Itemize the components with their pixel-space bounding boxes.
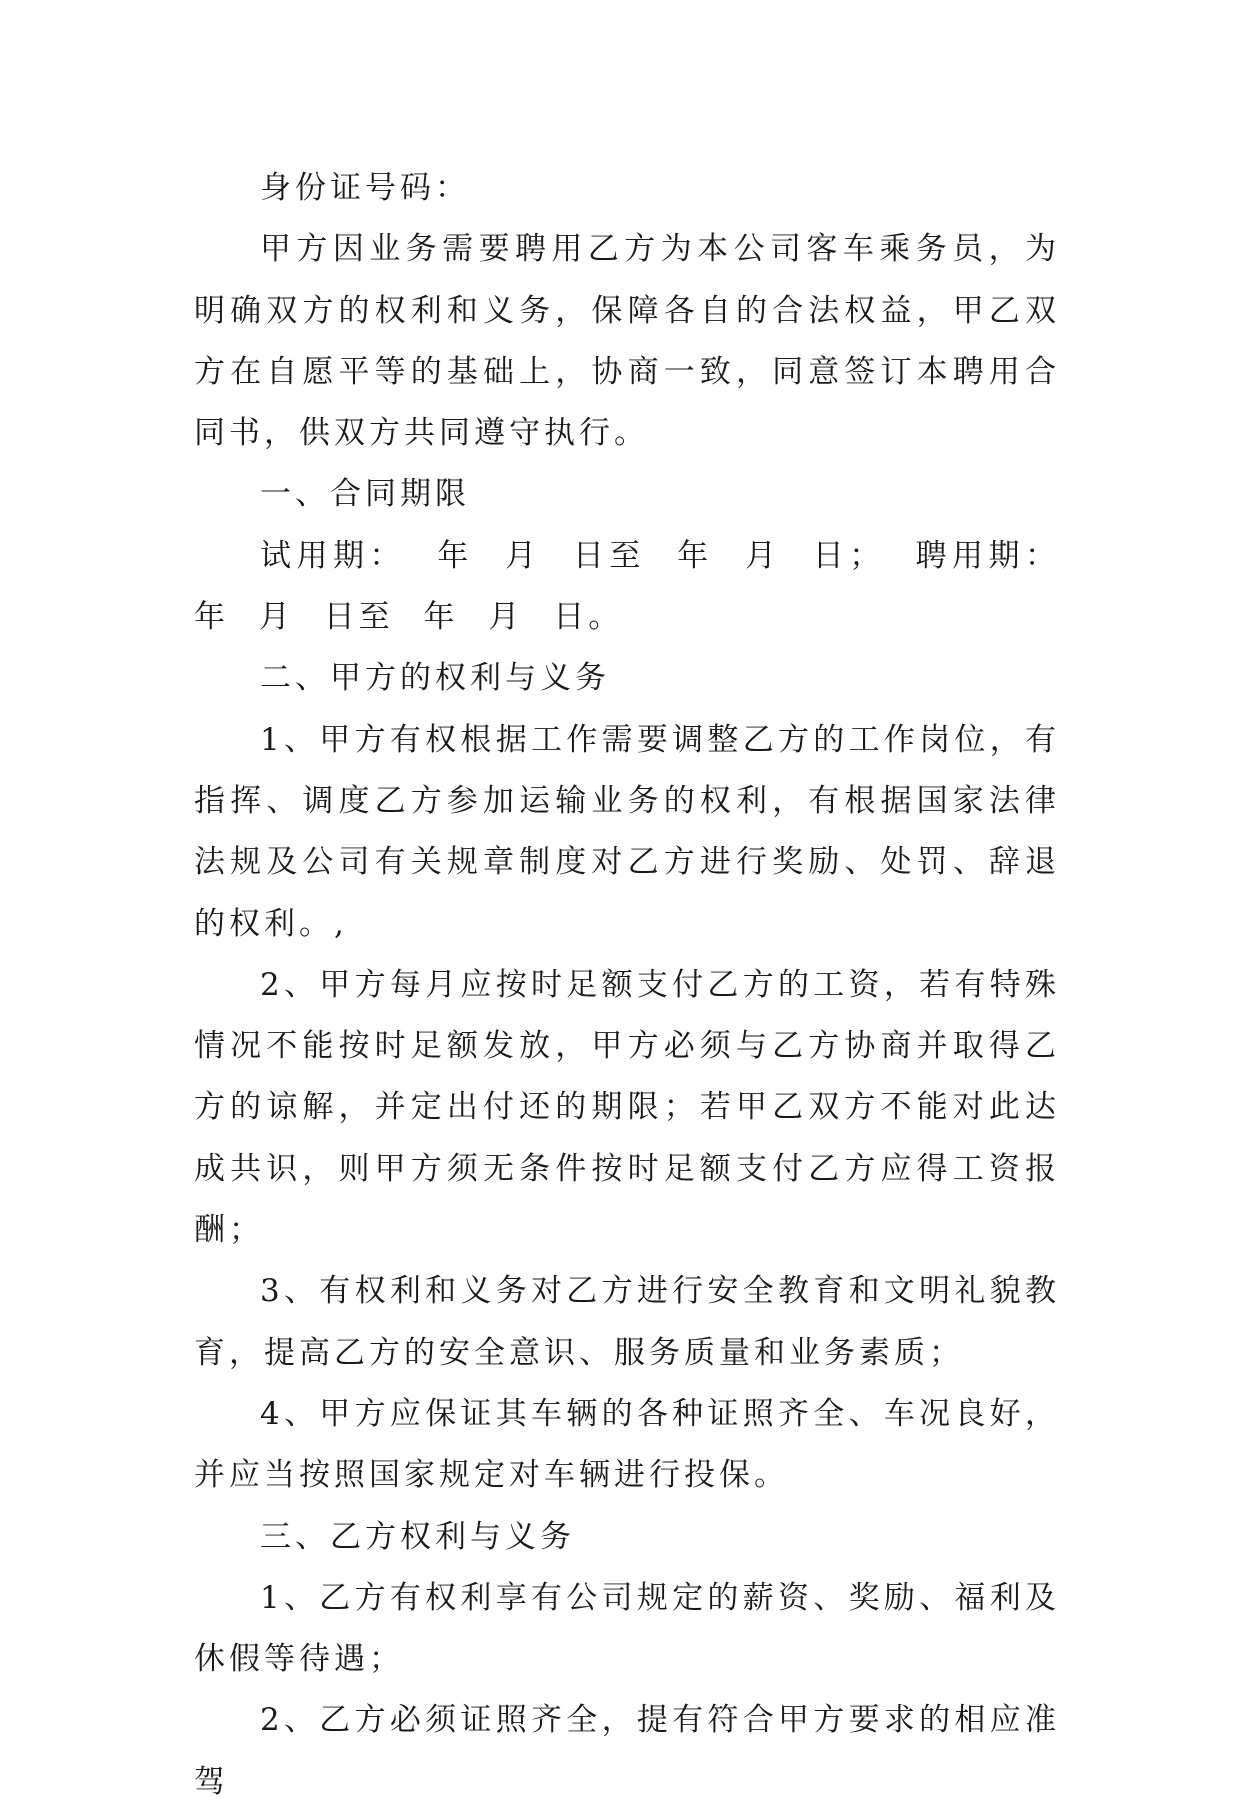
party-a-clause-1: 1、甲方有权根据工作需要调整乙方的工作岗位，有指挥、调度乙方参加运输业务的权利，有根据国家法律法规及公司有关规章制度对乙方进行奖励、处罚、辞退的权利。, [194,721,1060,942]
preamble-paragraph: 甲方因业务需要聘用乙方为本公司客车乘务员，为明确双方的权利和义务，保障各自的合法权益，甲乙双方在自愿平等的基础上，协商一致，同意签订本聘用合同书，供双方共同遵守执行。 [194,231,1060,452]
party-b-clause-1: 1、乙方有权利享有公司规定的薪资、奖励、福利及休假等待遇； [194,1579,1060,1678]
section-heading-party-a: 二、甲方的权利与义务 [260,660,610,697]
party-a-clause-4: 4、甲方应保证其车辆的各种证照齐全、车况良好，并应当按照国家规定对车辆进行投保。 [194,1395,1060,1494]
section-heading-contract-term: 一、合同期限 [260,476,470,513]
party-a-clause-3: 3、有权利和义务对乙方进行安全教育和文明礼貌教育，提高乙方的安全意识、服务质量和业务素质； [194,1273,1060,1371]
probation-and-employment-period: 试用期： 年 月 日至 年 月 日； 聘用期： 年 月 日至 年 月 日。 [194,537,1060,636]
party-a-clause-2: 2、甲方每月应按时足额支付乙方的工资，若有特殊情况不能按时足额发放，甲方必须与乙方协商并取得乙方的谅解，并定出付还的期限；若甲乙双方不能对此达成共识，则甲方须无条件按时足额支付乙方应得工资报酬； [194,966,1060,1249]
document-body [194,158,1060,1813]
id-number-label: 身份证号码： [260,170,470,206]
section-heading-party-b: 三、乙方权利与义务 [260,1518,575,1555]
party-b-clause-2: 2、乙方必须证照齐全，提有符合甲方要求的相应准驾 [194,1702,1060,1800]
